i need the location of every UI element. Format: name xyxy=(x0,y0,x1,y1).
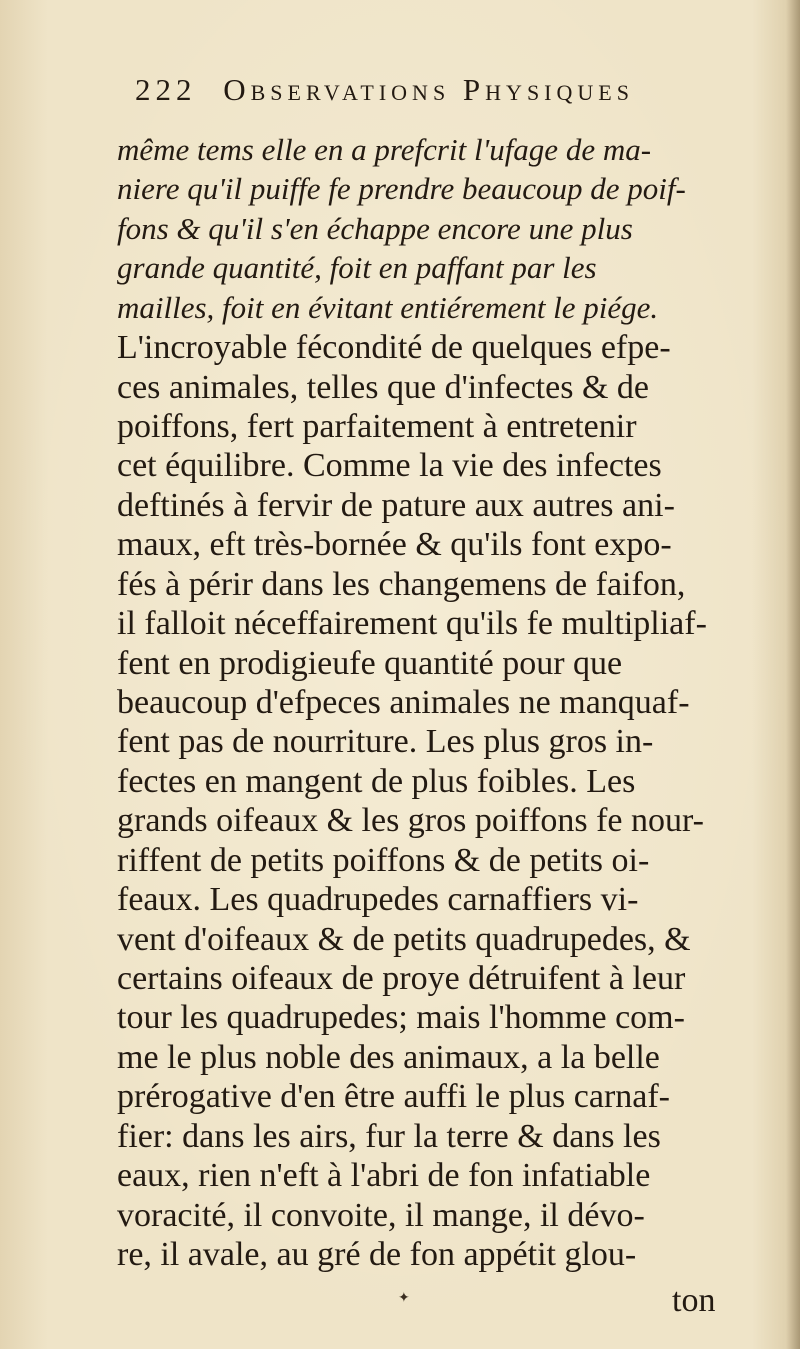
body-line-2: niere qu'il puiffe fe prendre beaucoup de poif- xyxy=(117,171,686,206)
body-line-5: mailles, foit en évitant entiérement le piége. xyxy=(117,290,659,325)
body-line-13: il falloit néceffairement qu'ils fe multipliaf- xyxy=(117,605,707,642)
body-line-15: beaucoup d'efpeces animales ne manquaf- xyxy=(117,684,690,721)
body-line-4: grande quantité, foit en paffant par les xyxy=(117,250,597,285)
body-line-1: même tems elle en a prefcrit l'ufage de ma- xyxy=(117,132,652,167)
page-edge-shadow xyxy=(786,0,800,1349)
body-line-8: poiffons, fert parfaitement à entretenir xyxy=(117,408,637,445)
body-line-24: me le plus noble des animaux, a la belle xyxy=(117,1039,660,1076)
body-line-29: re, il avale, au gré de fon appétit glou- xyxy=(117,1236,637,1273)
body-line-3: fons & qu'il s'en échappe encore une plus xyxy=(117,211,633,246)
body-line-22: certains oifeaux de proye détruifent à leur xyxy=(117,960,686,997)
body-line-14: fent en prodigieufe quantité pour que xyxy=(117,645,623,682)
body-line-20: feaux. Les quadrupedes carnaffiers vi- xyxy=(117,881,639,918)
running-header xyxy=(135,72,715,116)
body-line-17: fectes en mangent de plus foibles. Les xyxy=(117,763,636,800)
body-line-7: ces animales, telles que d'infectes & de xyxy=(117,369,649,406)
body-line-6: L'incroyable fécondité de quelques efpe- xyxy=(117,329,671,366)
body-line-26: fier: dans les airs, fur la terre & dans les xyxy=(117,1118,661,1155)
body-line-10: deftinés à fervir de pature aux autres ani- xyxy=(117,487,675,524)
body-line-11: maux, eft très-bornée & qu'ils font expo- xyxy=(117,526,672,563)
body-line-28: voracité, il convoite, il mange, il dévo- xyxy=(117,1197,645,1234)
body-line-18: grands oifeaux & les gros poiffons fe nour- xyxy=(117,802,704,839)
body-line-23: tour les quadrupedes; mais l'homme com- xyxy=(117,999,685,1036)
body-line-16: fent pas de nourriture. Les plus gros in- xyxy=(117,723,654,760)
body-line-25: prérogative d'en être auffi le plus carnaf- xyxy=(117,1078,670,1115)
body-line-19: riffent de petits poiffons & de petits oi- xyxy=(117,842,650,879)
body-line-9: cet équilibre. Comme la vie des infectes xyxy=(117,447,662,484)
running-title: Observations Physiques xyxy=(223,72,634,107)
body-line-27: eaux, rien n'eft à l'abri de fon infatiable xyxy=(117,1157,651,1194)
body-line-21: vent d'oifeaux & de petits quadrupedes, & xyxy=(117,921,691,958)
body-line-12: fés à périr dans les changemens de faifon, xyxy=(117,566,686,603)
page-number: 222 xyxy=(135,72,197,107)
printer-ornament: ✦ xyxy=(398,1291,410,1306)
catchword: ton xyxy=(672,1282,716,1319)
